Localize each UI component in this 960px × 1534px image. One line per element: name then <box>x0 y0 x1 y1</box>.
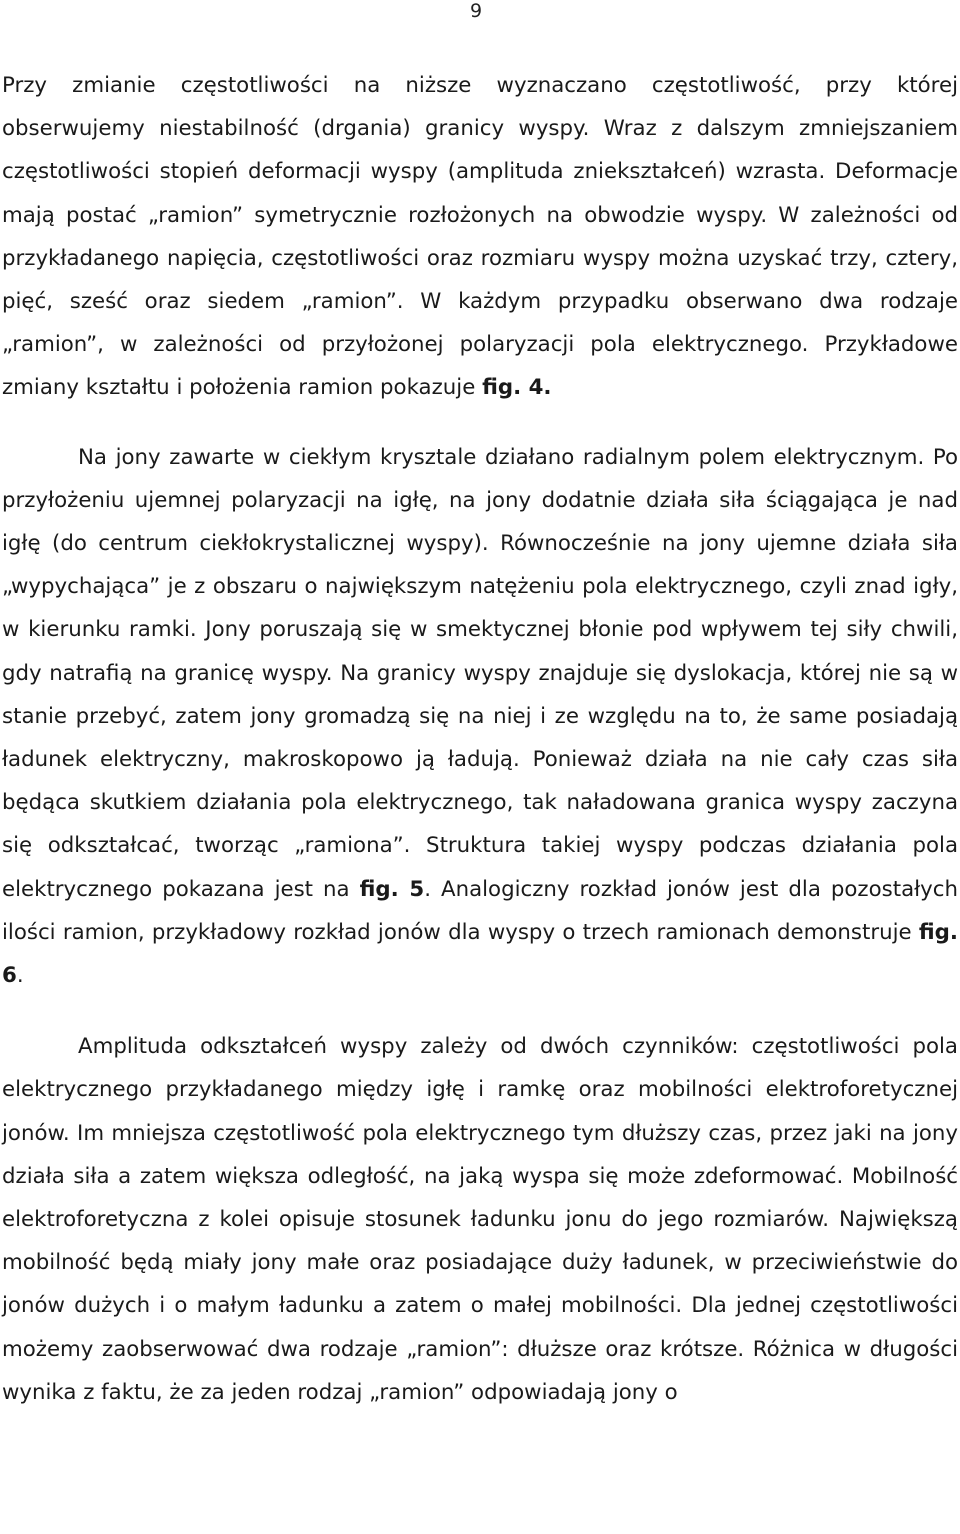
figure-reference: fig. 4. <box>482 375 552 401</box>
paragraph-text: . Analogiczny rozkład jonów jest dla pozostałych ilości ramion, przykładowy rozkład jonów dla wyspy o trzech ramionach demonstruje <box>2 876 958 945</box>
page-number: 9 <box>470 0 483 22</box>
paragraph-island-deformation <box>2 64 958 410</box>
figure-reference: fig. 6 <box>2 919 958 989</box>
paragraph-text: Na jony zawarte w ciekłym krysztale działano radialnym polem elektrycznym. Po przyłożeniu ujemnej polaryzacji na igłę, na jony dodatnie działa siła ściągająca je nad igłę (do centrum ciekłokrystalicznej wyspy). Równocześnie na jony ujemne działa siła „wypychająca” je z obszaru o największym natężeniu pola elektrycznego, czyli znad igły, w kierunku ramki. Jony poruszają się w smektycznej błonie pod wpływem tej siły chwili, gdy natrafią na granicę wyspy. Na granicy wyspy znajduje się dyslokacja, której nie są w stanie przebyć, zatem jony gromadzą się na niej i ze względu na to, że same posiadają ładunek elektryczny, makroskopowo ją ładują. Ponieważ działa na nie cały czas siła będąca skutkiem działania pola elektrycznego, tak naładowana granica wyspy zaczyna się odkształcać, tworząc „ramiona”. Struktura takiej wyspy podczas działania pola elektrycznego pokazana jest na <box>2 444 958 902</box>
figure-reference: fig. 5 <box>359 876 425 902</box>
paragraph-amplitude <box>2 1025 958 1414</box>
paragraph-text: Przy zmianie częstotliwości na niższe wyznaczano częstotliwość, przy której obserwujemy niestabilność (drgania) granicy wyspy. Wraz z dalszym zmniejszaniem częstotliwości stopień deformacji wyspy (amplituda zniekształceń) wzrasta. Deformacje mają postać „ramion” symetrycznie rozłożonych na obwodzie wyspy. W zależności od przykładanego napięcia, częstotliwości oraz rozmiaru wyspy można uzyskać trzy, cztery, pięć, sześć oraz siedem „ramion”. W każdym przypadku obserwano dwa rodzaje „ramion”, w zależności od przyłożonej polaryzacji pola elektrycznego. Przykładowe zmiany kształtu i położenia ramion pokazuje <box>2 73 958 401</box>
paragraph-text: Amplituda odkształceń wyspy zależy od dwóch czynników: częstotliwości pola elektrycznego przykładanego między igłę i ramkę oraz mobilności elektroforetycznej jonów. Im mniejsza częstotliwość pola elektrycznego tym dłuższy czas, przez jaki na jony działa siła a zatem większa odległość, na jaką wyspa się może zdeformować. Mobilność elektroforetyczna z kolei opisuje stosunek ładunku jonu do jego rozmiarów. Największą mobilność będą miały jony małe oraz posiadające duży ładunek, w przeciwieństwie do jonów dużych i o małym ładunku a zatem o małej mobilności. Dla jednej częstotliwości możemy zaobserwować dwa rodzaje „ramion”: dłuższe oraz krótsze. Różnica w długości wynika z faktu, że za jeden rodzaj „ramion” odpowiadają jony o <box>2 1034 958 1405</box>
document-body <box>2 64 958 1414</box>
paragraph-ion-mechanism <box>2 436 958 998</box>
paragraph-text: . <box>16 963 24 989</box>
